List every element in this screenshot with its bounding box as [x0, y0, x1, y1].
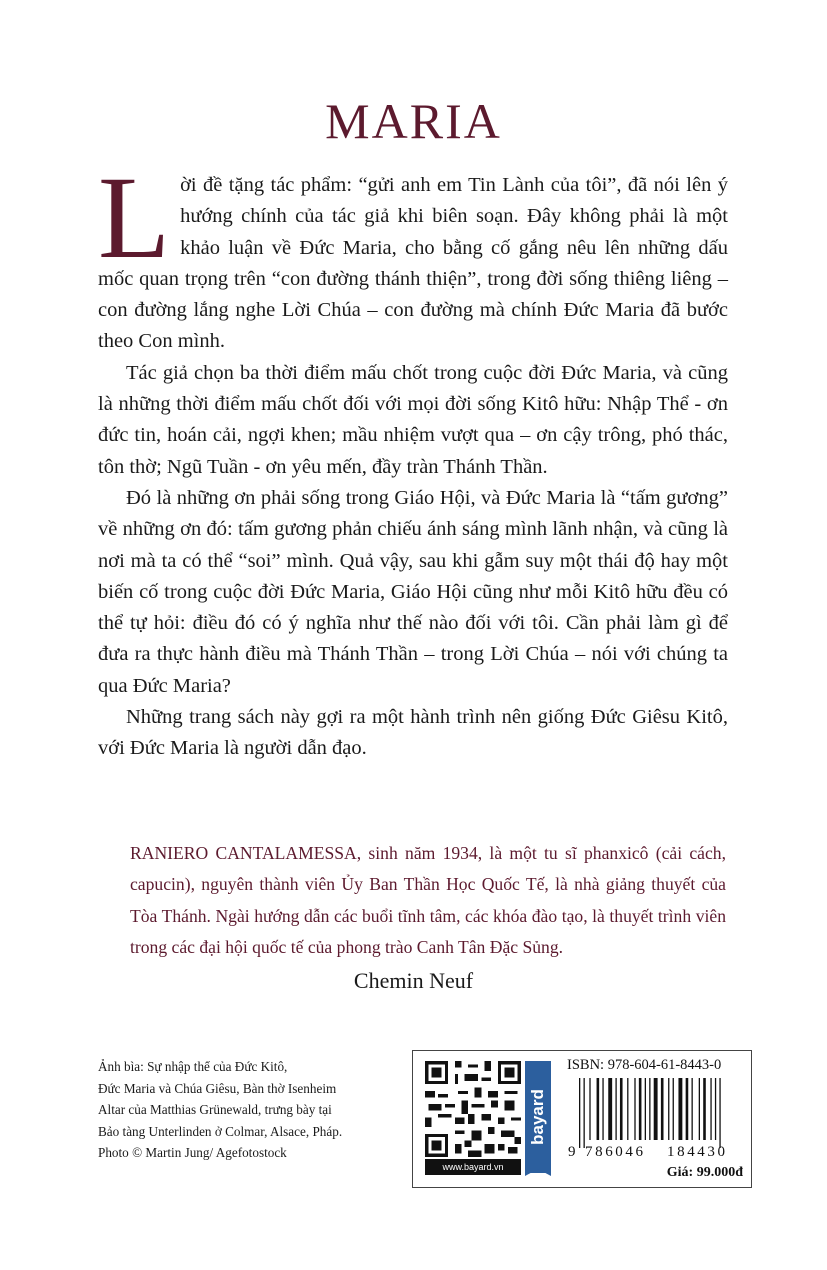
barcode-bar	[661, 1078, 664, 1140]
barcode-digits-right: 184430	[667, 1144, 728, 1158]
bayard-logo	[525, 1061, 551, 1173]
credit-line: Đức Maria và Chúa Giêsu, Bàn thờ Isenheim	[98, 1080, 337, 1096]
barcode-digit-first: 9	[568, 1144, 576, 1158]
barcode-bar	[608, 1078, 612, 1140]
publisher-url: www.bayard.vn	[425, 1159, 521, 1175]
barcode-icon	[567, 1078, 745, 1158]
barcode-bar	[634, 1078, 635, 1140]
barcode-bar	[584, 1078, 585, 1148]
barcode-bar	[715, 1078, 716, 1140]
drop-cap: L	[98, 152, 171, 283]
credit-line: Bảo tàng Unterlinden ở Colmar, Alsace, Pháp.	[98, 1123, 343, 1139]
barcode-bar	[639, 1078, 642, 1140]
blurb	[98, 152, 728, 765]
bayard-logo-text: bayard	[528, 1089, 547, 1145]
barcode-bar	[615, 1078, 616, 1140]
paragraph-2: Tác giả chọn ba thời điểm mấu chốt trong cuộc đời Đức Maria, và cũng là những thời điểm mấu chốt đối với mọi đời sống Kitô hữu: Nhập Thể - ơn đức tin, hoán cải, ngợi khen; mầu nhiệm vượt qua – ơn cậy trông, phó thác, tôn thờ; Ngũ Tuần - ơn yêu mến, đầy tràn Thánh Thần.	[98, 361, 728, 478]
cover-credit	[98, 1056, 398, 1164]
bayard-logo-foot	[525, 1169, 551, 1176]
barcode-panel	[412, 1050, 752, 1188]
barcode-bar	[710, 1078, 711, 1140]
barcode-bar	[597, 1078, 600, 1140]
publisher-name: Chemin Neuf	[353, 968, 474, 993]
qr-code-icon	[425, 1061, 521, 1157]
paragraph-4: Những trang sách này gợi ra một hành trình nên giống Đức Giêsu Kitô, với Đức Maria là người dẫn đạo.	[98, 706, 728, 760]
barcode-bar	[703, 1078, 706, 1140]
barcode-digits-left: 786046	[585, 1144, 646, 1158]
paragraph-3: Đó là những ơn phải sống trong Giáo Hội, và Đức Maria là “tấm gương” về những ơn đó: tấm gương phản chiếu ánh sáng mình lãnh nhận, và cũng là nơi mà ta có thể “soi” mình. Quả vậy, sau khi gẫm suy một thái độ hay một biến cố trong cuộc đời Đức Maria, Giáo Hội cũng như mỗi Kitô hữu đều có thể tự hỏi: điều đó có ý nghĩa như thế nào đối với tôi. Cần phải làm gì để đưa ra thực hành điều mà Thánh Thần – trong Lời Chúa – nói với chúng ta qua Đức Maria?	[98, 486, 728, 697]
barcode-bar	[699, 1078, 700, 1140]
barcode-bar	[627, 1078, 628, 1140]
book-title: MARIA	[325, 93, 502, 149]
barcode-bar	[686, 1078, 689, 1140]
barcode-bar	[654, 1078, 658, 1140]
barcode-bar	[589, 1078, 590, 1140]
credit-line: Photo © Martin Jung/ Agefotostock	[98, 1145, 287, 1160]
barcode-bar	[673, 1078, 674, 1140]
credit-line: Ảnh bìa: Sự nhập thể của Đức Kitô,	[98, 1059, 288, 1074]
paragraph-1	[98, 152, 728, 358]
barcode-bar	[678, 1078, 682, 1140]
isbn-label: ISBN: 978-604-61-8443-0	[567, 1057, 722, 1073]
author-bio: RANIERO CANTALAMESSA, sinh năm 1934, là một tu sĩ phanxicô (cải cách, capucin), nguyên thành viên Ủy Ban Thần Học Quốc Tế, là nhà giảng thuyết của Tòa Thánh. Ngài hướng dẫn các buổi tĩnh tâm, các khóa đào tạo, là thuyết trình viên trong các đại hội quốc tế của phong trào Canh Tân Đặc Sủng.	[130, 843, 726, 957]
price-label: Giá: 99.000đ	[666, 1165, 743, 1180]
paragraph-1-text: ời đề tặng tác phẩm: “gửi anh em Tin Lành của tôi”, đã nói lên ý hướng chính của tác giả khi biên soạn. Đây không phải là một khảo luận về Đức Maria, cho bằng cố gắng nêu lên những dấu mốc quan trọng trên “con đường thánh thiện”, trong đời sống thiêng liêng – con đường lắng nghe Lời Chúa – con đường mà chính Đức Maria đã bước theo Con mình.	[98, 174, 728, 353]
barcode-bar	[668, 1078, 669, 1140]
barcode-bar	[649, 1078, 650, 1140]
barcode-bar	[645, 1078, 646, 1140]
barcode-bar	[579, 1078, 580, 1148]
barcode-bar	[602, 1078, 603, 1140]
barcode-bar	[692, 1078, 693, 1140]
credit-line: Altar của Matthias Grünewald, trưng bày tại	[98, 1102, 332, 1117]
barcode-bar	[719, 1078, 720, 1148]
barcode-bar	[620, 1078, 623, 1140]
